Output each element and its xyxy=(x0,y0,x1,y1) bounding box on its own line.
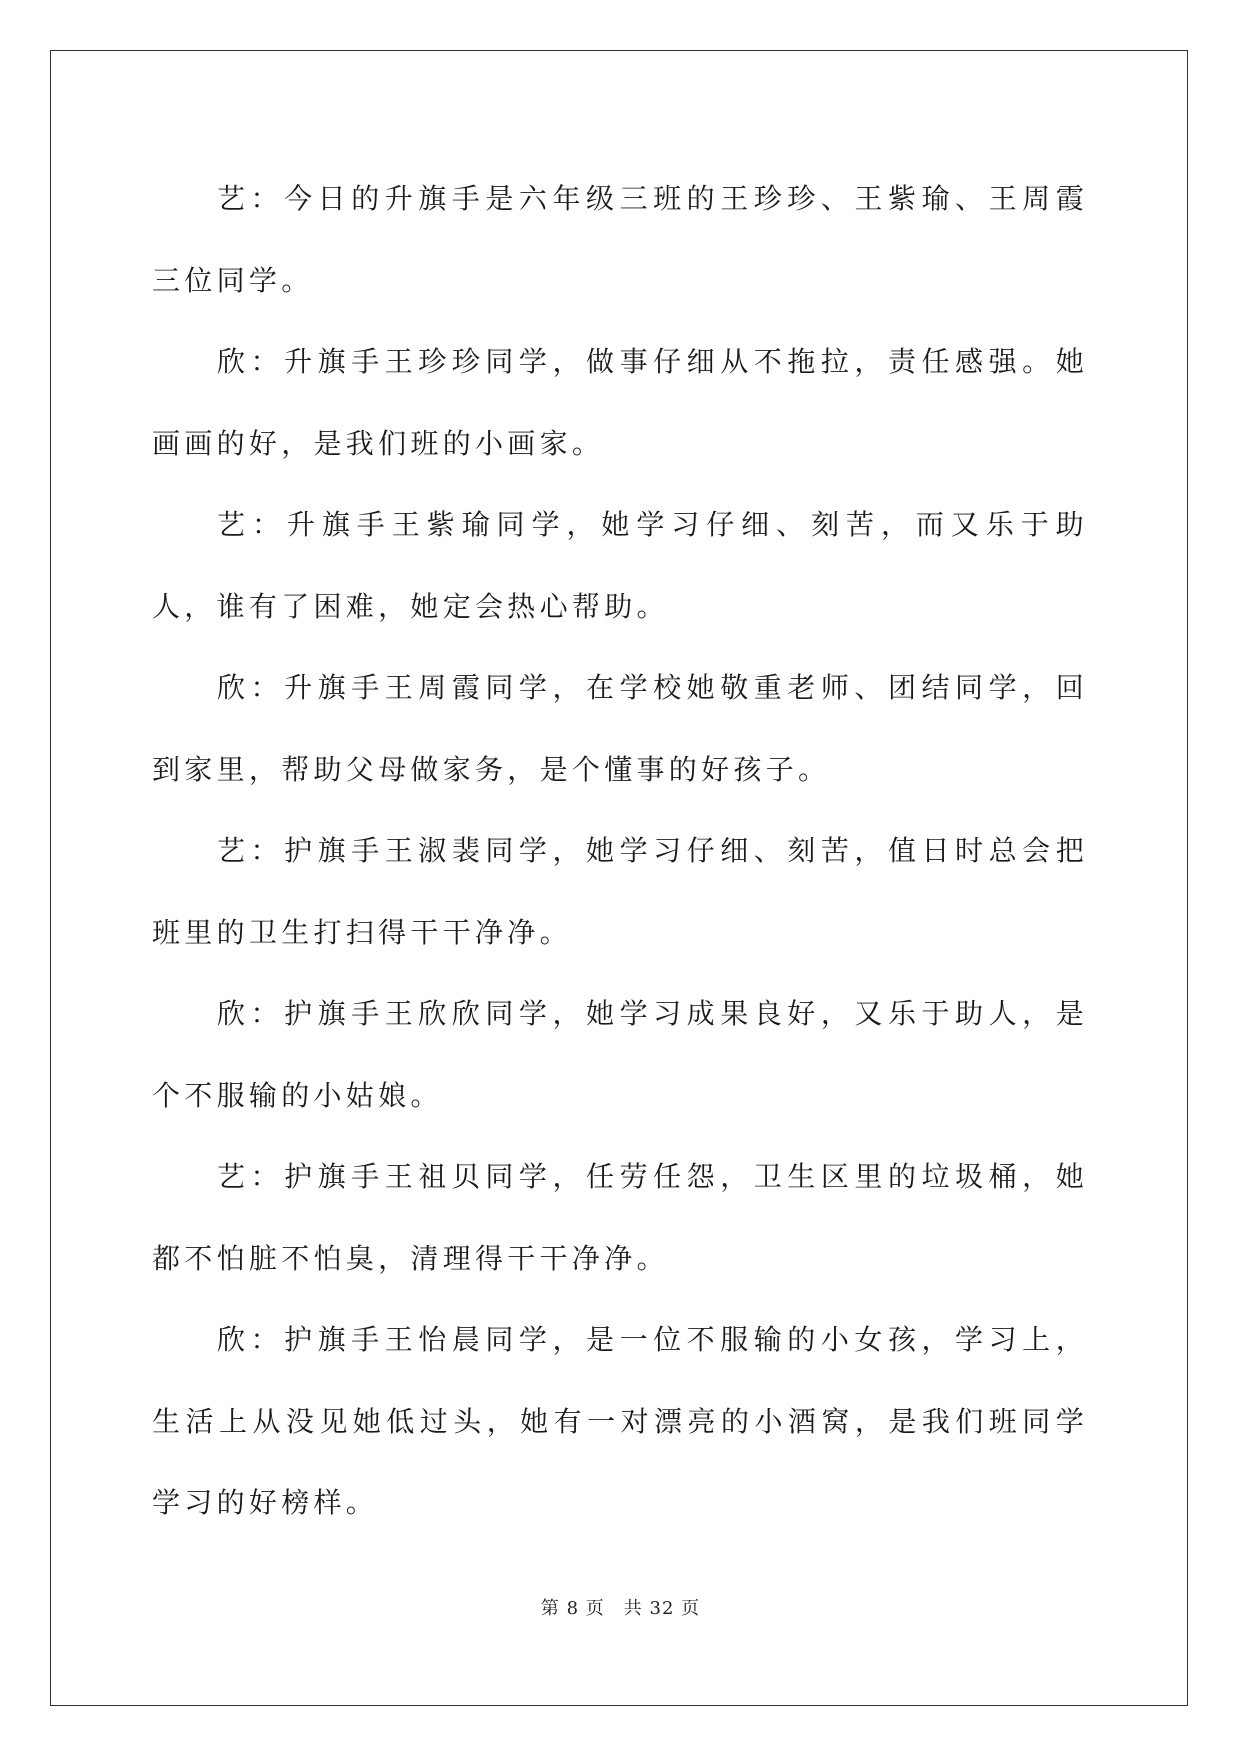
paragraph-2: 欣：升旗手王珍珍同学，做事仔细从不拖拉，责任感强。她画画的好，是我们班的小画家。 xyxy=(152,345,1088,460)
paragraph-3: 艺：升旗手王紫瑜同学，她学习仔细、刻苦，而又乐于助人，谁有了困难，她定会热心帮助。 xyxy=(152,508,1088,623)
paragraph-8: 欣：护旗手王怡晨同学，是一位不服输的小女孩，学习上，生活上从没见她低过头，她有一对漂亮的小酒窝，是我们班同学学习的好榜样。 xyxy=(152,1323,1088,1519)
paragraph-1: 艺：今日的升旗手是六年级三班的王珍珍、王紫瑜、王周霞三位同学。 xyxy=(152,182,1088,297)
paragraph-7: 艺：护旗手王祖贝同学，任劳任怨，卫生区里的垃圾桶，她都不怕脏不怕臭，清理得干干净净。 xyxy=(152,1160,1088,1275)
page-number-footer: 第 8 页 共 32 页 xyxy=(540,1598,701,1619)
paragraph-5: 艺：护旗手王淑裴同学，她学习仔细、刻苦，值日时总会把班里的卫生打扫得干干净净。 xyxy=(152,834,1088,949)
paragraph-6: 欣：护旗手王欣欣同学，她学习成果良好，又乐于助人，是个不服输的小姑娘。 xyxy=(152,997,1088,1112)
document-body xyxy=(152,158,1088,1544)
paragraph-4: 欣：升旗手王周霞同学，在学校她敬重老师、团结同学，回到家里，帮助父母做家务，是个懂事的好孩子。 xyxy=(152,671,1088,786)
